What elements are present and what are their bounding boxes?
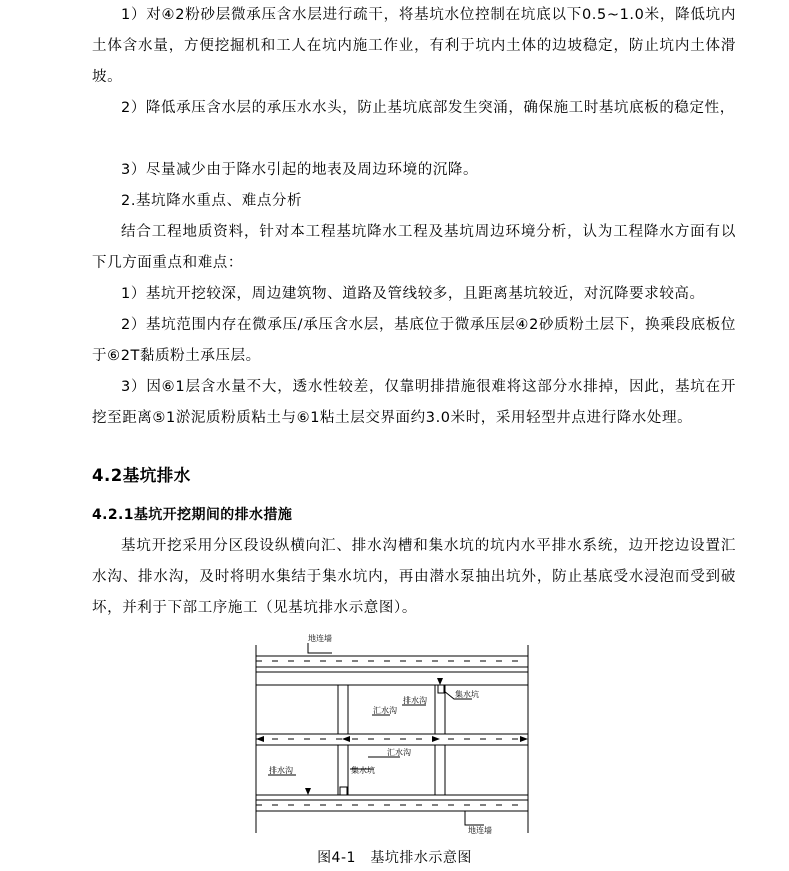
heading-key-points: 2.基坑降水重点、难点分析 — [121, 193, 303, 209]
lower-pit-label: 集水坑 — [351, 766, 375, 775]
lower-paishui-label: 排水沟 — [269, 766, 293, 775]
pit-drainage-diagram — [250, 633, 532, 838]
paragraph-dewatering-3: 3）尽量减少由于降水引起的地表及周边环境的沉降。 — [121, 162, 479, 178]
upper-huishui-label: 汇水沟 — [373, 706, 397, 715]
subsection-title: 4.2.1基坑开挖期间的排水措施 — [92, 507, 293, 523]
paragraph-dewatering-1: 1）对④2粉砂层微承压含水层进行疏干，将基坑水位控制在坑底以下0.5~1.0米，降低坑内土体含水量，方便挖掘机和工人在坑内施工作业，有利于坑内土体的边坡稳定，防止坑内土体滑坡。 — [92, 7, 736, 85]
paragraph-drainage-measures: 基坑开挖采用分区段设纵横向汇、排水沟槽和集水坑的坑内水平排水系统，边开挖边设置汇水沟、排水沟，及时将明水集结于集水坑内，再由潜水泵抽出坑外，防止基底受水浸泡而受到破坏，并利于下部工序施工（见基坑排水示意图）。 — [92, 538, 736, 616]
paragraph-difficulty-3: 3）因⑥1层含水量不大，透水性较差，仅靠明排措施很难将这部分水排掉，因此，基坑在开挖至距离⑤1淤泥质粉质粘土与⑥1粘土层交界面约3.0米时，采用轻型井点进行降水处理。 — [92, 379, 736, 426]
lower-huishui-label: 汇水沟 — [387, 748, 411, 757]
upper-pit-label: 集水坑 — [455, 690, 479, 699]
paragraph-difficulty-1: 1）基坑开挖较深，周边建筑物、道路及管线较多，且距离基坑较近，对沉降要求较高。 — [121, 286, 705, 302]
section-title: 4.2基坑排水 — [92, 466, 191, 485]
upper-paishui-label: 排水沟 — [403, 696, 427, 705]
bottom-wall-label: 地连墙 — [468, 826, 492, 835]
paragraph-analysis-intro: 结合工程地质资料，针对本工程基坑降水工程及基坑周边环境分析，认为工程降水方面有以下几方面重点和难点： — [92, 224, 736, 271]
paragraph-dewatering-2: 2）降低承压含水层的承压水水头，防止基坑底部发生突涌，确保施工时基坑底板的稳定性， — [121, 100, 735, 116]
figure-caption: 图4-1 基坑排水示意图 — [317, 850, 472, 866]
paragraph-difficulty-2: 2）基坑范围内存在微承压/承压含水层，基底位于微承压层④2砂质粉土层下，换乘段底板位于⑥2T黏质粉土承压层。 — [92, 317, 736, 364]
top-wall-label: 地连墙 — [308, 634, 332, 643]
